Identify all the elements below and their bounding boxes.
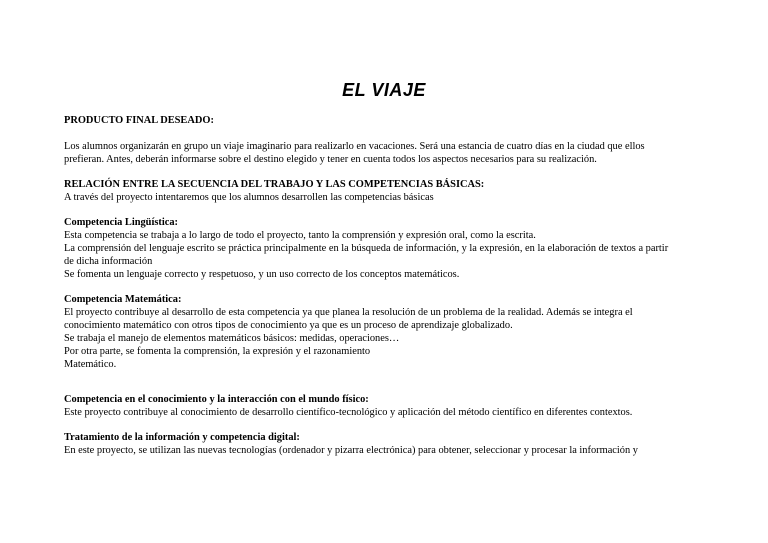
- paragraph-line: Esta competencia se trabaja a lo largo de todo el proyecto, tanto la comprensión y expresión oral, como la escrita.: [64, 230, 536, 241]
- paragraph-line: Este proyecto contribuye al conocimiento de desarrollo científico-tecnológico y aplicación del método científico en diferentes contextos.: [64, 407, 633, 418]
- section-producto-final-deseado: [64, 114, 738, 166]
- section-heading-digital: Tratamiento de la información y competencia digital:: [64, 432, 300, 443]
- paragraph-line: Se fomenta un lenguaje correcto y respetuoso, y un uso correcto de los conceptos matemáticos.: [64, 269, 460, 280]
- paragraph-line: prefieran. Antes, deberán informarse sobre el destino elegido y tener en cuenta todos los aspectos necesarios para su realización.: [64, 154, 597, 165]
- section-competencia-matematica: [64, 293, 738, 371]
- document-title: EL VIAJE: [342, 80, 426, 100]
- section-competencia-linguistica: [64, 216, 738, 281]
- paragraph-line: En este proyecto, se utilizan las nuevas tecnologías (ordenador y pizarra electrónica) para obtener, seleccionar y procesar la información y: [64, 445, 638, 456]
- paragraph-line: A través del proyecto intentaremos que los alumnos desarrollen las competencias básicas: [64, 192, 434, 203]
- section-heading-matematica: Competencia Matemática:: [64, 294, 182, 305]
- section-tratamiento-informacion-digital: [64, 431, 738, 457]
- document-content: [0, 114, 768, 457]
- section-heading-mundo-fisico: Competencia en el conocimiento y la interacción con el mundo físico:: [64, 394, 369, 405]
- paragraph-line: Los alumnos organizarán en grupo un viaje imaginario para realizarlo en vacaciones. Será una estancia de cuatro días en la ciudad que ellos: [64, 141, 645, 152]
- paragraph-line: La comprensión del lenguaje escrito se práctica principalmente en la búsqueda de información, y la expresión, en la elaboración de textos a partir: [64, 243, 669, 254]
- section-heading-producto-final: PRODUCTO FINAL DESEADO:: [64, 115, 214, 126]
- paragraph-line: de dicha información: [64, 256, 153, 267]
- section-heading-linguistica: Competencia Lingüística:: [64, 217, 179, 228]
- paragraph-line: El proyecto contribuye al desarrollo de esta competencia ya que planea la resolución de un problema de la realidad. Además se integra el: [64, 307, 633, 318]
- section-relacion-secuencia-competencias: [64, 178, 738, 204]
- paragraph-line: Se trabaja el manejo de elementos matemáticos básicos: medidas, operaciones…: [64, 333, 400, 344]
- section-competencia-mundo-fisico: [64, 393, 738, 419]
- paragraph-line: Por otra parte, se fomenta la comprensión, la expresión y el razonamiento: [64, 346, 371, 357]
- paragraph-line: Matemático.: [64, 359, 117, 370]
- section-heading-relacion: RELACIÓN ENTRE LA SECUENCIA DEL TRABAJO Y LAS COMPETENCIAS BÁSICAS:: [64, 179, 485, 190]
- paragraph-line: conocimiento matemático con otros tipos de conocimiento ya que es un proceso de aprendizaje globalizado.: [64, 320, 513, 331]
